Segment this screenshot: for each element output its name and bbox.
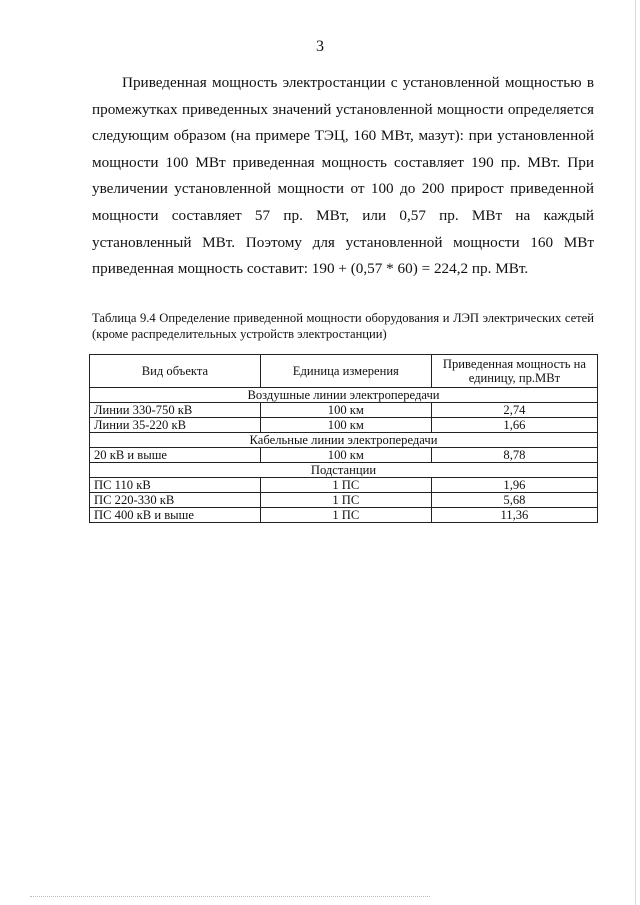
table-row [90,418,598,433]
cell-object: ПС 110 кВ [90,478,261,493]
table-caption: Таблица 9.4 Определение приведенной мощности оборудования и ЛЭП электрических сетей (кроме распределительных устройств электростанции) [92,311,594,341]
cell-value: 11,36 [431,508,597,523]
header-unit: Единица измерения [260,355,431,388]
table-row [90,508,598,523]
cell-unit: 100 км [260,403,431,418]
table-row [90,448,598,463]
section-row [90,433,598,448]
page-number: 3 [316,38,324,55]
cell-object: Линии 35-220 кВ [90,418,261,433]
section-title-overhead-lines: Воздушные линии электропередачи [90,388,598,403]
cell-value: 1,96 [431,478,597,493]
cell-object: ПС 220-330 кВ [90,493,261,508]
cell-unit: 1 ПС [260,493,431,508]
table-row [90,478,598,493]
section-title-cable-lines: Кабельные линии электропередачи [90,433,598,448]
cell-value: 2,74 [431,403,597,418]
cell-unit: 100 км [260,448,431,463]
cell-object: 20 кВ и выше [90,448,261,463]
section-title-substations: Подстанции [90,463,598,478]
table-row [90,403,598,418]
table-body [90,388,598,523]
scan-edge-line [635,0,636,905]
body-paragraph: Приведенная мощность электростанции с установленной мощностью в промежутках приведенных значений установленной мощности определяется следующим образом (на примере ТЭЦ, 160 МВт, мазут): при установленной мощности 100 МВт приведенная мощность составляет 190 пр. МВт. При увеличении установленной мощности от 100 до 200 прирост приведенной мощности составляет 57 пр. МВт, или 0,57 пр. МВт на каждый установленный МВт. Поэтому для установленной мощности 160 МВт приведенная мощность составит: 190 + (0,57 * 60) = 224,2 пр. МВт. [92,74,594,278]
cell-unit: 1 ПС [260,508,431,523]
cell-unit: 100 км [260,418,431,433]
cell-value: 5,68 [431,493,597,508]
cell-value: 1,66 [431,418,597,433]
cell-object: ПС 400 кВ и выше [90,508,261,523]
header-reduced-power: Приведенная мощность на единицу, пр.МВт [431,355,597,388]
cell-value: 8,78 [431,448,597,463]
section-row [90,463,598,478]
cell-unit: 1 ПС [260,478,431,493]
table-row [90,493,598,508]
scan-noise-line [30,896,430,899]
table-header [90,355,598,388]
table-header-row [90,355,598,388]
header-object-type: Вид объекта [90,355,261,388]
cell-object: Линии 330-750 кВ [90,403,261,418]
power-table [89,354,598,523]
section-row [90,388,598,403]
